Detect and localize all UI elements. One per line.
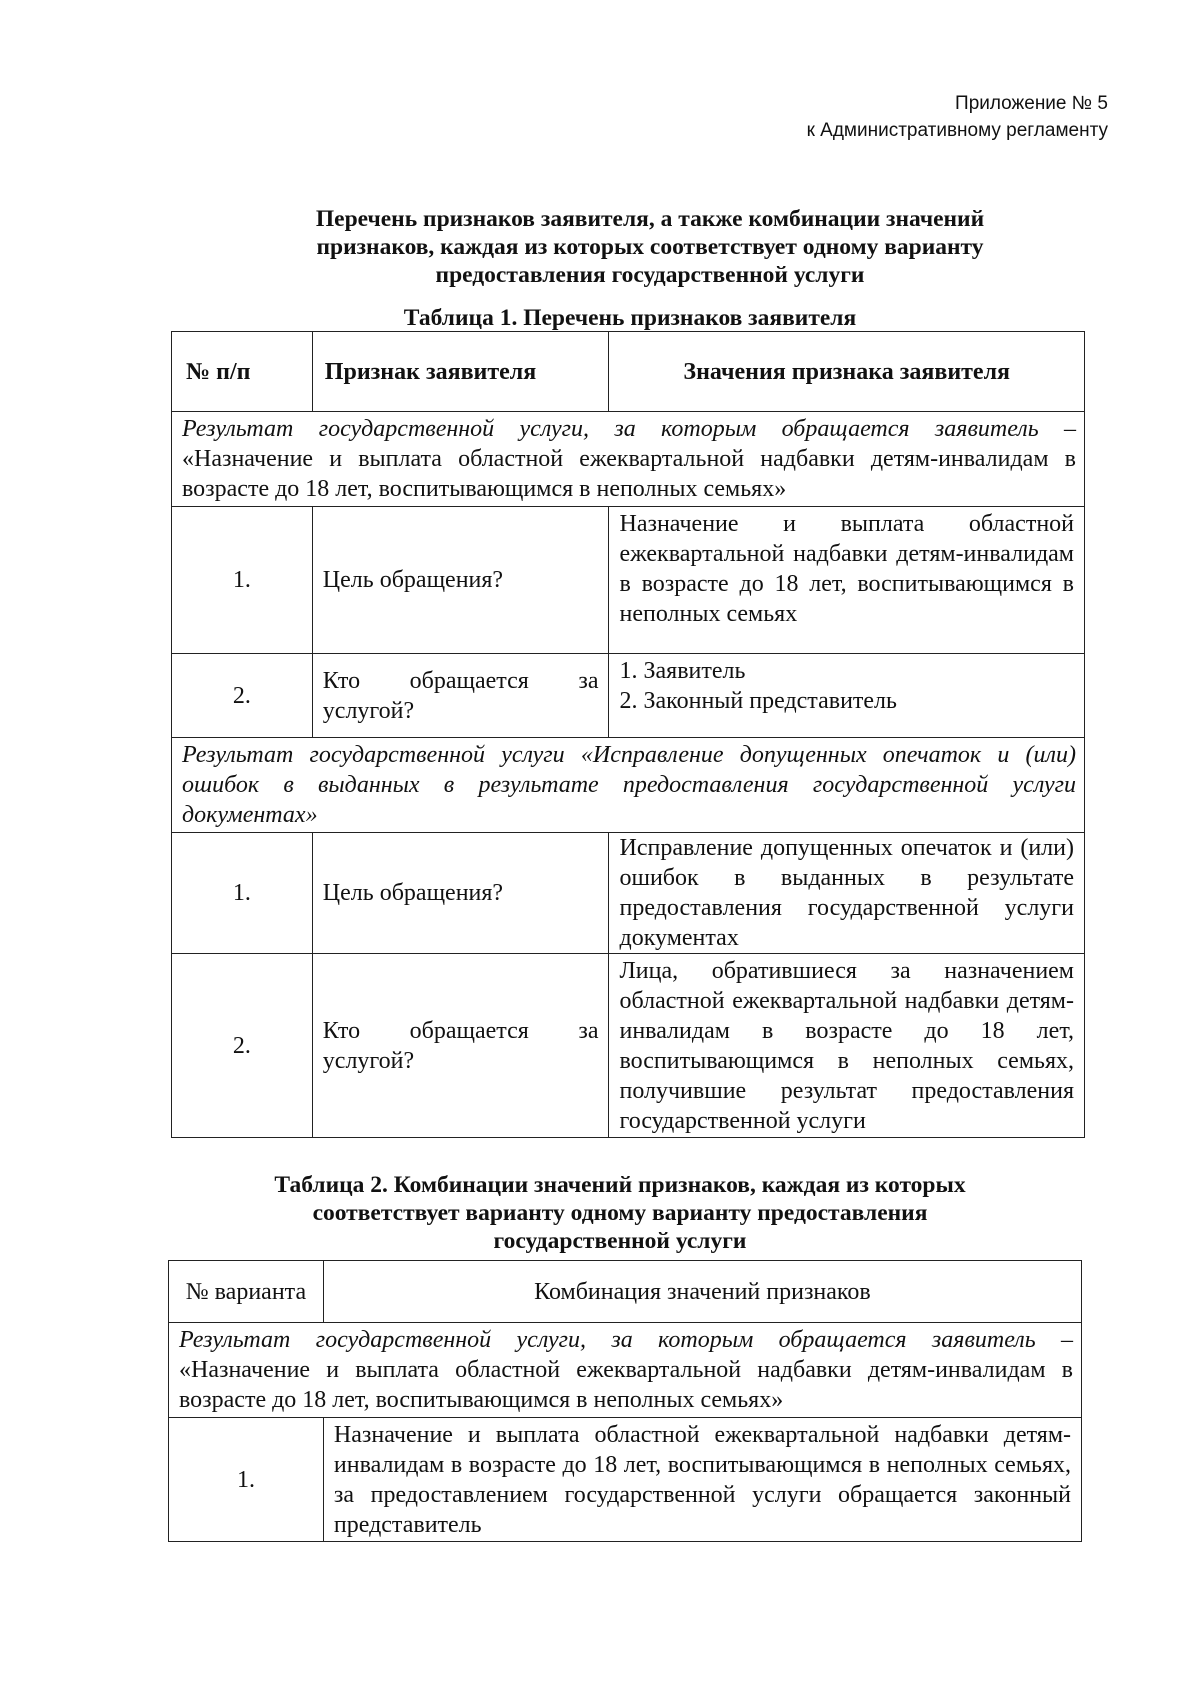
row-sign: Кто обращается за услугой? — [312, 654, 609, 738]
title-line: Перечень признаков заявителя, а также комбинации значений — [315, 206, 985, 232]
value-line: 2. Законный представитель — [619, 688, 897, 714]
row-value — [609, 654, 1085, 738]
section-result — [172, 412, 1085, 507]
row-value: Исправление допущенных опечаток и (или) ошибок в выданных в результате предоставления государственной услуги документах — [609, 833, 1085, 954]
header-combination: Комбинация значений признаков — [323, 1261, 1081, 1323]
row-number: 1. — [172, 507, 313, 654]
row-sign: Цель обращения? — [312, 507, 609, 654]
result-value: «Назначение и выплата областной ежеквартальной надбавки детям-инвалидам в возрасте до 18 лет, воспитывающимся в неполных семьях» — [182, 446, 1076, 502]
result-value: «Назначение и выплата областной ежеквартальной надбавки детям-инвалидам в возрасте до 18 лет, воспитывающимся в неполных семьях» — [179, 1357, 1073, 1413]
caption-line: Таблица 2. Комбинации значений признаков, каждая из которых — [274, 1172, 966, 1198]
appendix-line: Приложение № 5 — [955, 93, 1108, 114]
row-value: Лица, обратившиеся за назначением областной ежеквартальной надбавки детям-инвалидам в возрасте до 18 лет, воспитывающимся в неполных семьях, получившие результат предоставления государственной услуги — [609, 954, 1085, 1138]
row-number: 2. — [172, 654, 313, 738]
table1 — [171, 331, 1085, 1138]
title-line: признаков, каждая из которых соответствует одному варианту — [316, 234, 984, 260]
row-sign: Цель обращения? — [312, 833, 609, 954]
table2-caption — [150, 1171, 1090, 1255]
row-sign: Кто обращается за услугой? — [312, 954, 609, 1138]
table-row — [172, 954, 1085, 1138]
value-line: 1. Заявитель — [619, 658, 746, 684]
table2 — [168, 1260, 1082, 1542]
document-title — [200, 205, 1100, 289]
table-header-row — [169, 1261, 1082, 1323]
header-sign: Признак заявителя — [312, 332, 609, 412]
row-number: 2. — [172, 954, 313, 1138]
caption-line: государственной услуги — [493, 1228, 747, 1254]
table-row — [169, 1418, 1082, 1542]
section-result-row — [172, 738, 1085, 833]
appendix-note — [807, 90, 1108, 144]
table1-caption — [170, 304, 1090, 332]
appendix-line: к Административному регламенту — [806, 120, 1108, 141]
section-result: Результат государственной услуги «Исправление допущенных опечаток и (или) ошибок в выданных в результате предоставления государственной услуги документах» — [172, 738, 1085, 833]
result-label: Результат государственной услуги, за которым обращается заявитель – — [182, 416, 1076, 442]
row-number: 1. — [169, 1418, 324, 1542]
table1-caption-text: Таблица 1. Перечень признаков заявителя — [403, 305, 857, 331]
section-result — [169, 1323, 1082, 1418]
row-combination: Назначение и выплата областной ежеквартальной надбавки детям-инвалидам в возрасте до 18 лет, воспитывающимся в неполных семьях, за предоставлением государственной услуги обращается законный представитель — [323, 1418, 1081, 1542]
result-label: Результат государственной услуги, за которым обращается заявитель – — [179, 1327, 1073, 1353]
table-row — [172, 833, 1085, 954]
section-result-row — [169, 1323, 1082, 1418]
caption-line: соответствует варианту одному варианту предоставления — [312, 1200, 928, 1226]
table-header-row — [172, 332, 1085, 412]
row-number: 1. — [172, 833, 313, 954]
table-row — [172, 654, 1085, 738]
title-line: предоставления государственной услуги — [435, 262, 865, 288]
header-values: Значения признака заявителя — [609, 332, 1085, 412]
row-value: Назначение и выплата областной ежеквартальной надбавки детям-инвалидам в возрасте до 18 лет, воспитывающимся в неполных семьях — [609, 507, 1085, 654]
header-number: № п/п — [172, 332, 313, 412]
section-result-row — [172, 412, 1085, 507]
table-row — [172, 507, 1085, 654]
header-variant-number: № варианта — [169, 1261, 324, 1323]
